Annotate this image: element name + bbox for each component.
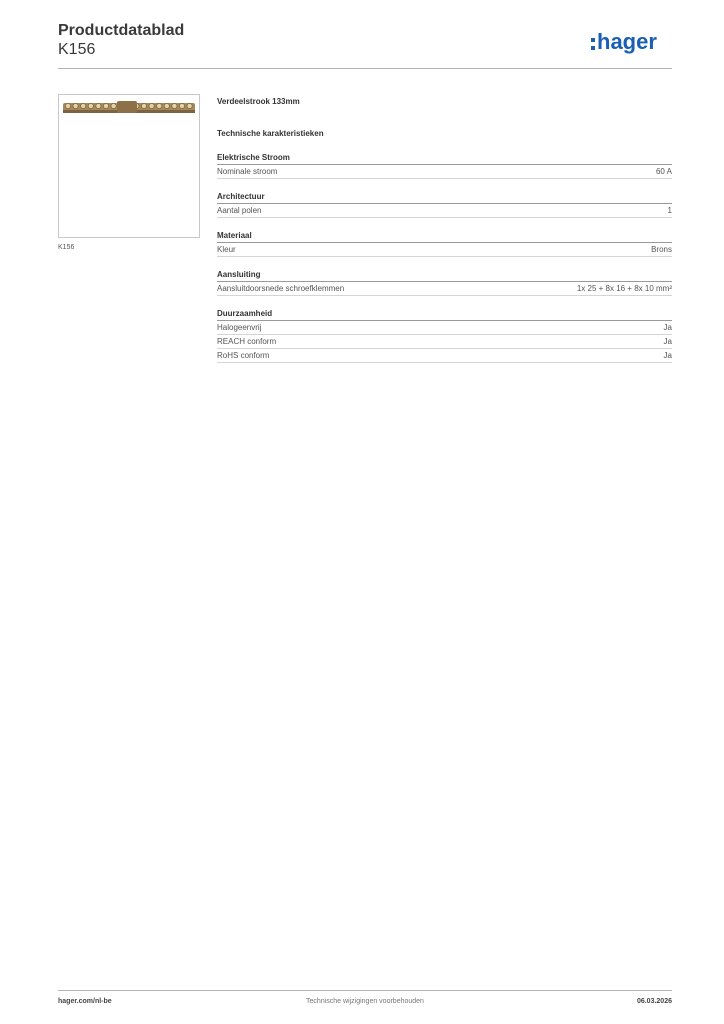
- spec-row: [217, 349, 672, 363]
- section-heading: Technische karakteristieken: [217, 129, 324, 138]
- spec-label: RoHS conform: [217, 351, 270, 360]
- spec-row: [217, 321, 672, 335]
- spec-value: 1x 25 + 8x 16 + 8x 10 mm²: [576, 284, 672, 293]
- spec-label: Nominale stroom: [217, 167, 278, 176]
- spec-label: Aansluitdoorsnede schroefklemmen: [217, 284, 345, 293]
- footer-date: 06.03.2026: [636, 998, 672, 1005]
- screw-terminal: [187, 103, 192, 108]
- spec-value: 60 A: [655, 167, 672, 176]
- screw-terminal: [179, 103, 184, 108]
- footer-divider: [58, 990, 672, 991]
- group-aansluiting: [217, 269, 672, 296]
- footer-disclaimer: Technische wijzigingen voorbehouden: [306, 998, 424, 1005]
- footer-website: hager.com/nl-be: [58, 998, 112, 1005]
- group-duurzaamheid: [217, 308, 672, 363]
- group-title: Elektrische Stroom: [217, 152, 672, 165]
- spec-label: REACH conform: [217, 337, 277, 346]
- hager-logo: [590, 29, 672, 55]
- spec-value: Brons: [651, 245, 672, 254]
- page-footer: [58, 998, 672, 1010]
- image-caption: K156: [58, 244, 75, 251]
- screw-terminal: [96, 103, 101, 108]
- spec-row: [217, 335, 672, 349]
- specifications: [217, 96, 672, 363]
- screw-terminal: [65, 103, 70, 108]
- screw-terminal: [103, 103, 108, 108]
- busbar-image: [59, 95, 199, 237]
- spec-row: [217, 204, 672, 218]
- screw-terminal: [73, 103, 78, 108]
- screw-terminal: [141, 103, 146, 108]
- product-code: K156: [58, 41, 96, 58]
- group-title: Aansluiting: [217, 269, 672, 282]
- product-name: Verdeelstrook 133mm: [217, 97, 300, 106]
- group-title: Materiaal: [217, 230, 672, 243]
- spec-label: Kleur: [217, 245, 236, 254]
- group-materiaal: [217, 230, 672, 257]
- spec-row: [217, 243, 672, 257]
- screw-terminal: [172, 103, 177, 108]
- screw-terminal: [164, 103, 169, 108]
- spec-value: Ja: [663, 351, 672, 360]
- product-image: [58, 94, 200, 238]
- group-architectuur: [217, 191, 672, 218]
- screw-terminal: [111, 103, 116, 108]
- header-divider: [58, 68, 672, 69]
- spec-label: Halogeenvrij: [217, 323, 262, 332]
- spec-value: 1: [667, 206, 672, 215]
- spec-value: Ja: [663, 323, 672, 332]
- document-title: Productdatablad: [58, 22, 185, 39]
- group-elektrische-stroom: [217, 152, 672, 179]
- spec-label: Aantal polen: [217, 206, 262, 215]
- group-title: Architectuur: [217, 191, 672, 204]
- page-header: [58, 20, 672, 70]
- spec-row: [217, 165, 672, 179]
- spec-row: [217, 282, 672, 296]
- screw-terminal: [81, 103, 86, 108]
- logo-wordmark: hager: [597, 29, 657, 54]
- screw-terminal: [88, 103, 93, 108]
- spec-value: Ja: [663, 337, 672, 346]
- screw-terminal: [149, 103, 154, 108]
- screw-terminal: [157, 103, 162, 108]
- group-title: Duurzaamheid: [217, 308, 672, 321]
